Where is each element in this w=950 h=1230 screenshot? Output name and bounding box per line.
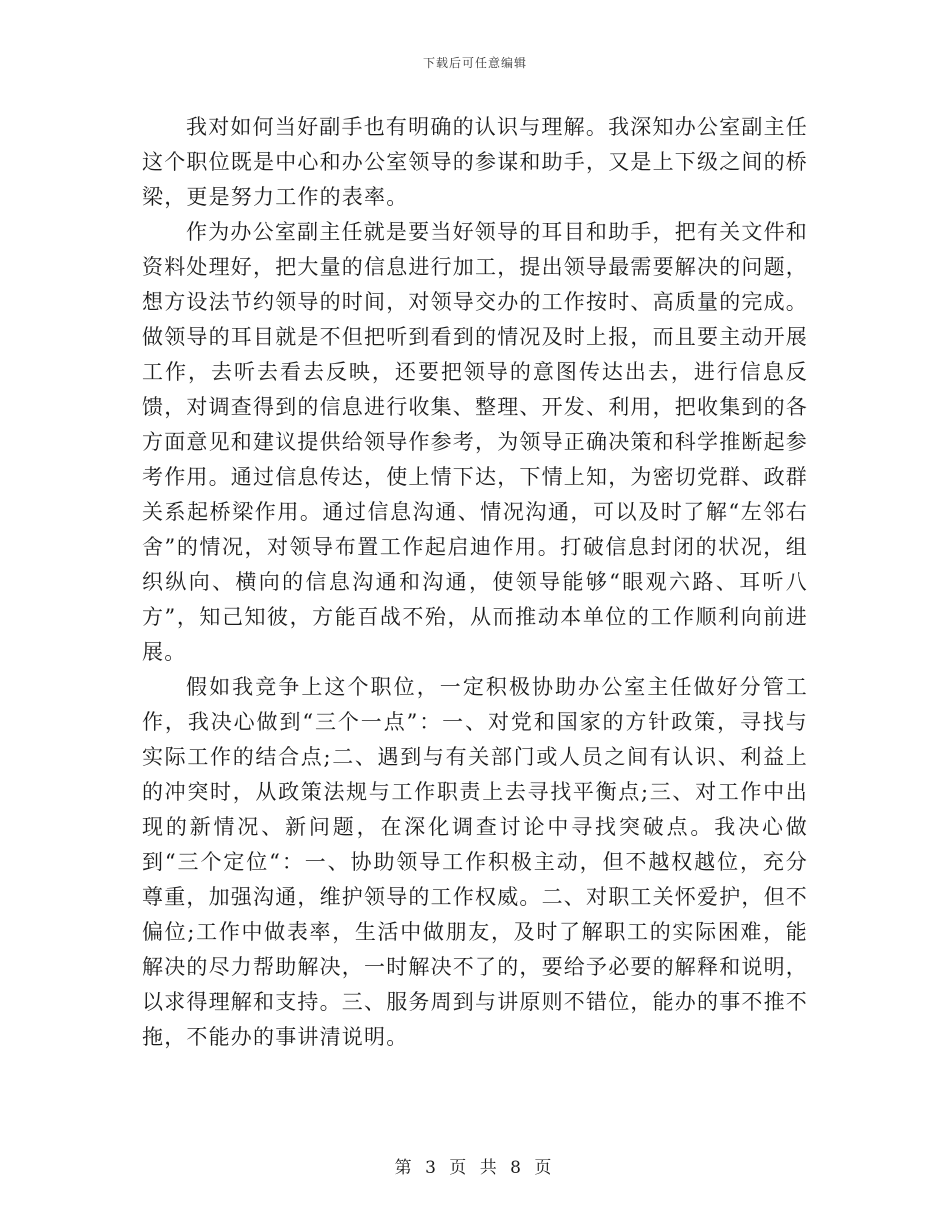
page-number: 第 3 页 共 8 页: [394, 1158, 556, 1178]
document-body: [142, 110, 808, 1055]
paragraph-1: 我对如何当好副手也有明确的认识与理解。我深知办公室副主任这个职位既是中心和办公室领导的参谋和助手，又是上下级之间的桥梁，更是努力工作的表率。: [142, 115, 808, 209]
paragraph-3: 假如我竞争上这个职位，一定积极协助办公室主任做好分管工作，我决心做到“三个一点”：一、对党和国家的方针政策，寻找与实际工作的结合点;二、遇到与有关部门或人员之间有认识、利益上的冲突时，从政策法规与工作职责上去寻找平衡点;三、对工作中出现的新情况、新问题，在深化调查讨论中寻找突破点。我决心做到“三个定位“：一、协助领导工作积极主动，但不越权越位，充分尊重，加强沟通，维护领导的工作权威。二、对职工关怀爱护，但不偏位;工作中做表率，生活中做朋友，及时了解职工的实际困难，能解决的尽力帮助解决，一时解决不了的，要给予必要的解释和说明，以求得理解和支持。三、服务周到与讲原则不错位，能办的事不推不拖，不能办的事讲清说明。: [142, 675, 808, 1049]
paragraph-2: 作为办公室副主任就是要当好领导的耳目和助手，把有关文件和资料处理好，把大量的信息进行加工，提出领导最需要解决的问题，想方设法节约领导的时间，对领导交办的工作按时、高质量的完成。做领导的耳目就是不但把听到看到的情况及时上报，而且要主动开展工作，去听去看去反映，还要把领导的意图传达出去，进行信息反馈，对调查得到的信息进行收集、整理、开发、利用，把收集到的各方面意见和建议提供给领导作参考，为领导正确决策和科学推断起参考作用。通过信息传达，使上情下达，下情上知，为密切党群、政群关系起桥梁作用。通过信息沟通、情况沟通，可以及时了解“左邻右舍”的情况，对领导布置工作起启迪作用。打破信息封闭的状况，组织纵向、横向的信息沟通和沟通，使领导能够“眼观六路、耳听八方”，知己知彼，方能百战不殆，从而推动本单位的工作顺利向前进展。: [142, 220, 808, 664]
page-header: 下载后可任意编辑: [422, 56, 527, 70]
